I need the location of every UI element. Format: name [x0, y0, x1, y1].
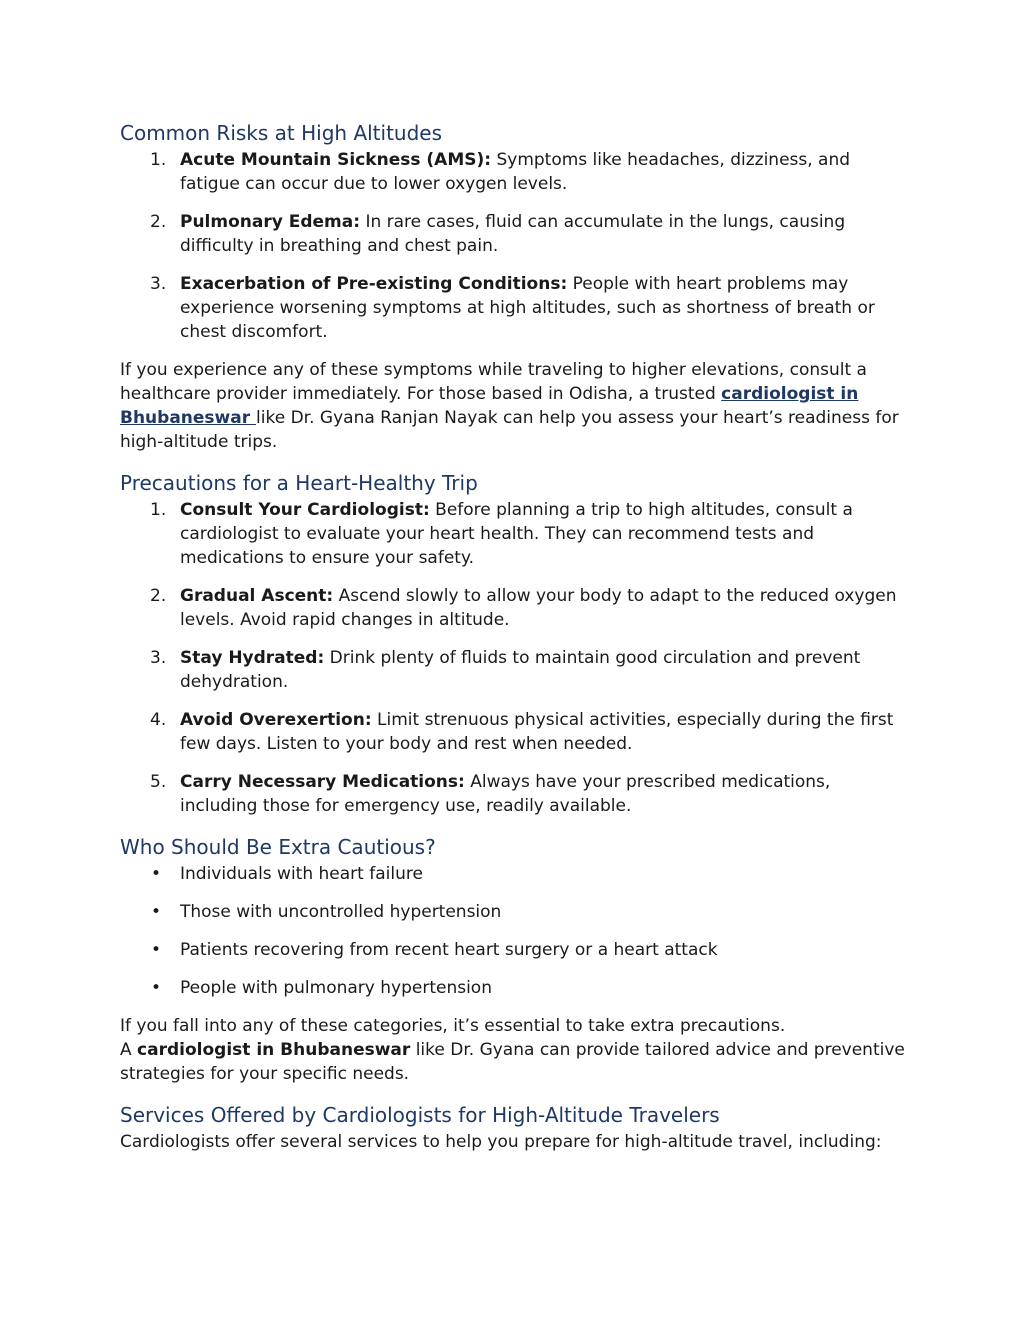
bullet-icon: •	[151, 864, 162, 884]
list-item-title: Gradual Ascent:	[180, 586, 334, 606]
bullet-icon: •	[151, 940, 162, 960]
list-item-title: Pulmonary Edema:	[180, 212, 361, 232]
list-item	[120, 646, 910, 694]
bullet-icon: •	[151, 902, 162, 922]
list-number: 3.	[150, 648, 167, 668]
cardiologist-link[interactable]: cardiologist in Bhubaneswar	[120, 384, 859, 428]
list-item	[120, 148, 910, 196]
heading-services: Services Offered by Cardiologists for High-Altitude Travelers	[120, 1103, 720, 1127]
precautions-list	[120, 498, 910, 818]
services-intro: Cardiologists offer several services to help you prepare for high-altitude travel, including:	[120, 1132, 882, 1152]
risks-list	[120, 148, 910, 344]
list-item	[120, 272, 910, 344]
heading-extra-cautious: Who Should Be Extra Cautious?	[120, 835, 436, 859]
list-item	[120, 708, 910, 756]
heading-common-risks: Common Risks at High Altitudes	[120, 121, 443, 145]
list-item	[120, 584, 910, 632]
list-item	[120, 938, 910, 962]
list-item-text: Always have your prescribed medications, including those for emergency use, readily available.	[180, 772, 831, 816]
list-item-text: Limit strenuous physical activities, especially during the first few days. Listen to your body and rest when needed.	[180, 710, 894, 754]
list-item-text: Drink plenty of fluids to maintain good circulation and prevent dehydration.	[180, 648, 861, 692]
list-item-text: Individuals with heart failure	[180, 864, 423, 884]
list-item	[120, 862, 910, 886]
list-item-text: Symptoms like headaches, dizziness, and fatigue can occur due to lower oxygen levels.	[180, 150, 851, 194]
list-number: 5.	[150, 772, 167, 792]
list-item-title: Exacerbation of Pre-existing Conditions:	[180, 274, 568, 294]
list-item-text: People with heart problems may experience worsening symptoms at high altitudes, such as shortness of breath or chest discomfort.	[180, 274, 875, 342]
list-item-text: In rare cases, fluid can accumulate in the lungs, causing difficulty in breathing and chest pain.	[180, 212, 846, 256]
list-number: 2.	[150, 212, 167, 232]
paragraph-text: If you experience any of these symptoms while traveling to higher elevations, consult a healthcare provider immediately. For those based in Odisha, a trusted	[120, 360, 867, 404]
list-item	[120, 900, 910, 924]
paragraph-bold-text: cardiologist in Bhubaneswar	[137, 1040, 411, 1060]
list-item-title: Acute Mountain Sickness (AMS):	[180, 150, 492, 170]
list-item-title: Carry Necessary Medications:	[180, 772, 465, 792]
list-item-text: Patients recovering from recent heart surgery or a heart attack	[180, 940, 718, 960]
caution-list	[120, 862, 910, 1000]
paragraph-text: like Dr. Gyana can provide tailored advice and preventive strategies for your specific needs.	[120, 1040, 905, 1084]
list-item	[120, 770, 910, 818]
paragraph-text: A	[120, 1040, 138, 1060]
bullet-icon: •	[151, 978, 162, 998]
list-item-title: Stay Hydrated:	[180, 648, 325, 668]
list-item-title: Consult Your Cardiologist:	[180, 500, 430, 520]
caution-paragraph	[120, 1014, 910, 1086]
list-item-text: Those with uncontrolled hypertension	[180, 902, 502, 922]
heading-precautions: Precautions for a Heart-Healthy Trip	[120, 471, 478, 495]
list-item-text: Ascend slowly to allow your body to adapt to the reduced oxygen levels. Avoid rapid changes in altitude.	[180, 586, 897, 630]
document-content	[120, 118, 910, 1154]
list-number: 3.	[150, 274, 167, 294]
list-number: 4.	[150, 710, 167, 730]
list-number: 1.	[150, 500, 167, 520]
paragraph-text: If you fall into any of these categories, it’s essential to take extra precautions.	[120, 1016, 786, 1036]
list-number: 2.	[150, 586, 167, 606]
list-item	[120, 976, 910, 1000]
risks-paragraph	[120, 358, 910, 454]
list-item	[120, 210, 910, 258]
paragraph-text: like Dr. Gyana Ranjan Nayak can help you assess your heart’s readiness for high-altitude trips.	[120, 408, 899, 452]
list-item-text: Before planning a trip to high altitudes, consult a cardiologist to evaluate your heart health. They can recommend tests and medications to ensure your safety.	[180, 500, 853, 568]
list-item-title: Avoid Overexertion:	[180, 710, 372, 730]
list-item-text: People with pulmonary hypertension	[180, 978, 492, 998]
list-number: 1.	[150, 150, 167, 170]
list-item	[120, 498, 910, 570]
